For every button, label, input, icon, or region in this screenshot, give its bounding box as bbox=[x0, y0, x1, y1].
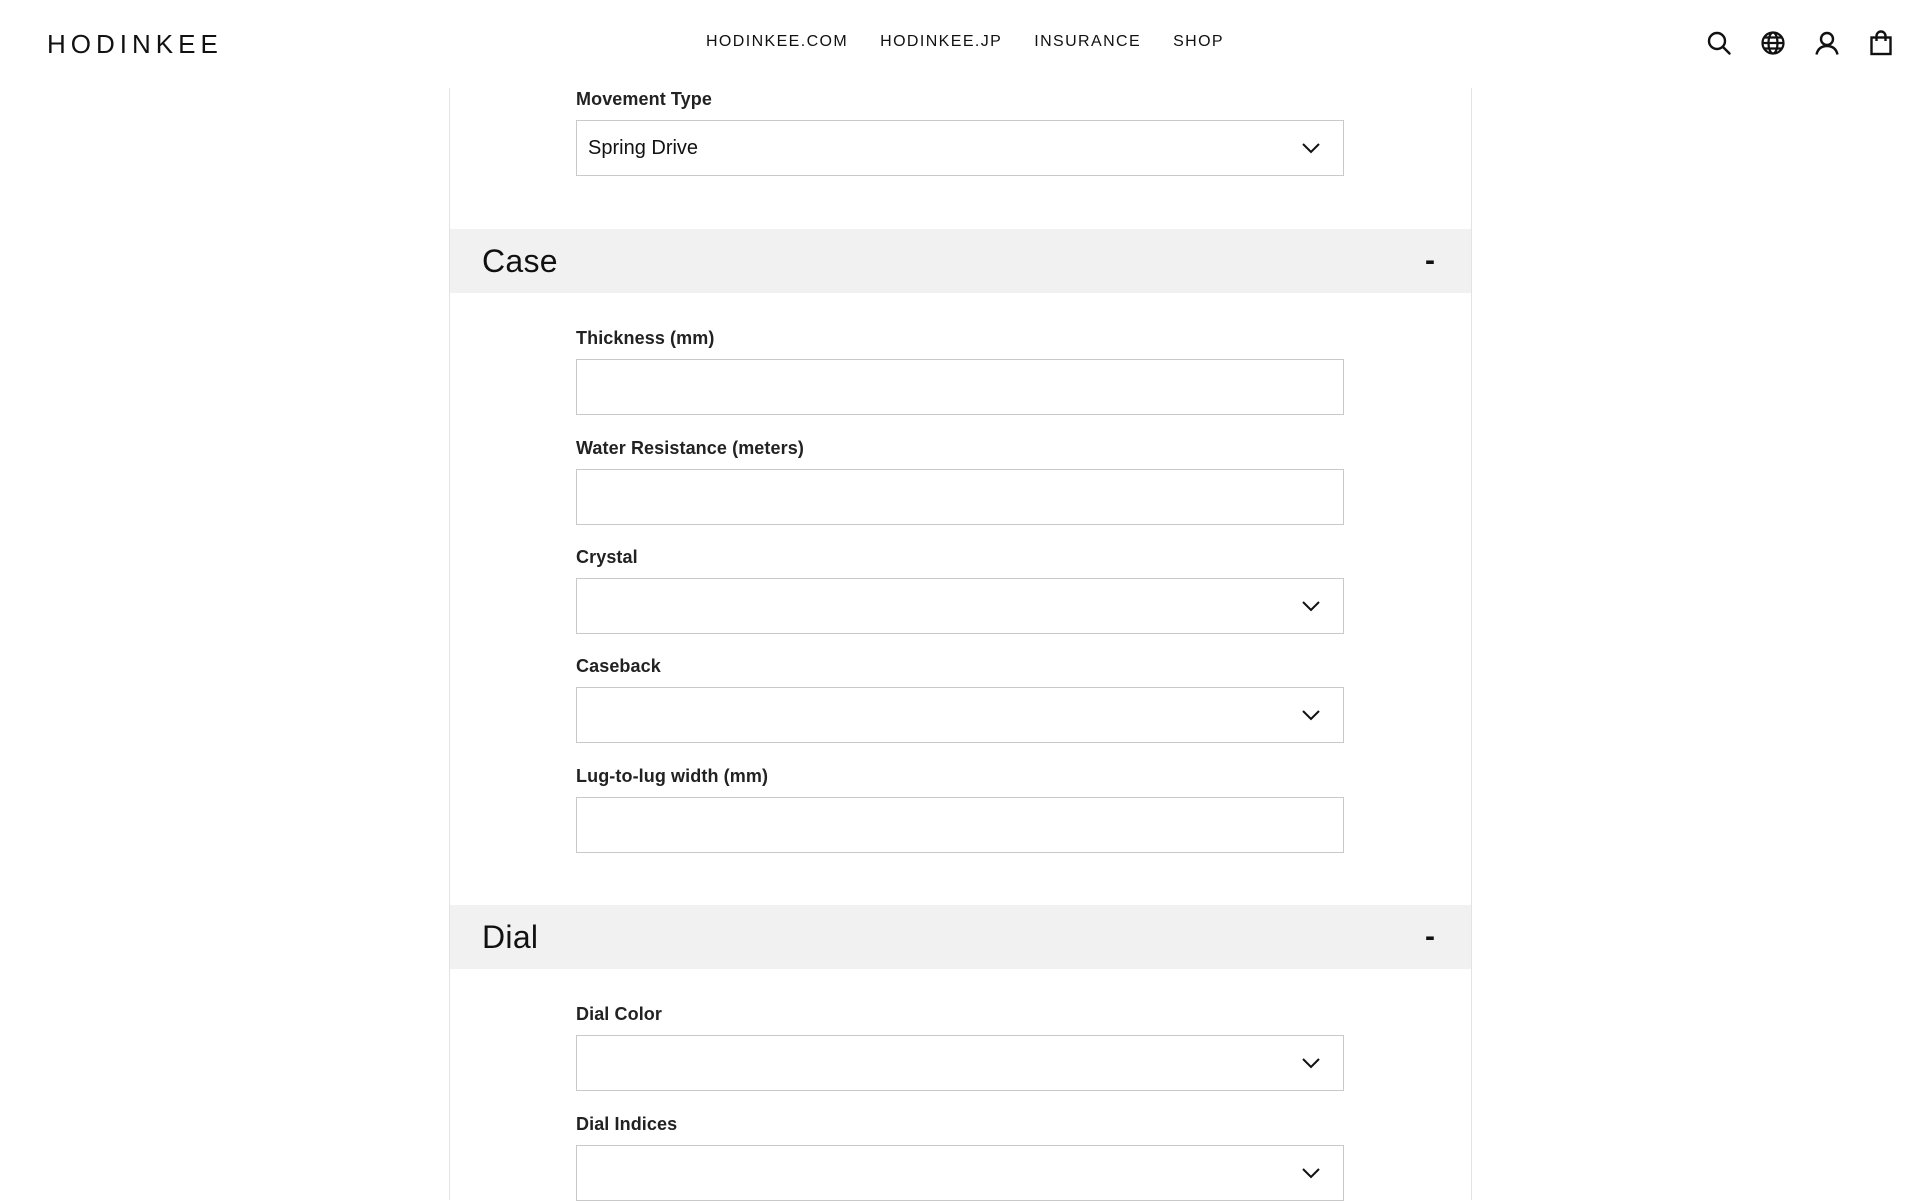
nav-link-hodinkee-com[interactable]: HODINKEE.COM bbox=[705, 33, 849, 50]
collapse-toggle[interactable]: - bbox=[1425, 244, 1435, 277]
water-resistance-input[interactable] bbox=[576, 469, 1344, 525]
movement-type-label: Movement Type bbox=[576, 89, 712, 109]
lug-to-lug-field bbox=[576, 765, 1344, 853]
chevron-down-icon bbox=[1301, 707, 1321, 723]
thickness-field bbox=[576, 327, 1344, 415]
water-resistance-text-input[interactable] bbox=[588, 470, 1343, 524]
header-icons bbox=[1705, 29, 1895, 57]
thickness-input[interactable] bbox=[576, 359, 1344, 415]
case-section-header[interactable] bbox=[450, 229, 1471, 293]
lug-to-lug-label: Lug-to-lug width (mm) bbox=[576, 766, 769, 786]
site-header bbox=[0, 0, 1920, 88]
nav-link-shop[interactable]: SHOP bbox=[1173, 33, 1225, 50]
dial-indices-label: Dial Indices bbox=[576, 1114, 678, 1134]
water-resistance-field bbox=[576, 437, 1344, 525]
lug-to-lug-text-input[interactable] bbox=[588, 798, 1343, 852]
chevron-down-icon bbox=[1301, 598, 1321, 614]
case-section-title: Case bbox=[482, 242, 558, 279]
dial-indices-field bbox=[576, 1113, 1344, 1201]
chevron-down-icon bbox=[1301, 140, 1321, 156]
search-icon[interactable] bbox=[1705, 29, 1733, 57]
lug-to-lug-input[interactable] bbox=[576, 797, 1344, 853]
watch-details-form bbox=[449, 88, 1472, 1200]
dial-section-header[interactable] bbox=[450, 905, 1471, 969]
thickness-label: Thickness (mm) bbox=[576, 328, 715, 348]
nav-link-insurance[interactable]: INSURANCE bbox=[1034, 33, 1142, 50]
hodinkee-logo[interactable]: HODINKEE bbox=[47, 29, 223, 59]
caseback-field bbox=[576, 655, 1344, 743]
nav-link-hodinkee-jp[interactable]: HODINKEE.JP bbox=[880, 33, 1003, 50]
crystal-field bbox=[576, 546, 1344, 634]
main-nav bbox=[0, 32, 1920, 52]
thickness-text-input[interactable] bbox=[588, 360, 1343, 414]
caseback-select[interactable] bbox=[576, 687, 1344, 743]
dial-indices-select[interactable] bbox=[576, 1145, 1344, 1201]
collapse-toggle[interactable]: - bbox=[1425, 920, 1435, 953]
dial-color-label: Dial Color bbox=[576, 1004, 663, 1024]
chevron-down-icon bbox=[1301, 1055, 1321, 1071]
cart-icon[interactable] bbox=[1867, 29, 1895, 57]
movement-type-select[interactable] bbox=[576, 120, 1344, 176]
account-icon[interactable] bbox=[1813, 29, 1841, 57]
globe-icon[interactable] bbox=[1759, 29, 1787, 57]
movement-type-field bbox=[576, 88, 1344, 176]
dial-color-select[interactable] bbox=[576, 1035, 1344, 1091]
caseback-label: Caseback bbox=[576, 656, 661, 676]
chevron-down-icon bbox=[1301, 1165, 1321, 1181]
movement-type-value: Spring Drive bbox=[588, 136, 699, 159]
dial-color-field bbox=[576, 1003, 1344, 1091]
dial-section-title: Dial bbox=[482, 918, 539, 955]
crystal-label: Crystal bbox=[576, 547, 638, 567]
water-resistance-label: Water Resistance (meters) bbox=[576, 438, 804, 458]
crystal-select[interactable] bbox=[576, 578, 1344, 634]
